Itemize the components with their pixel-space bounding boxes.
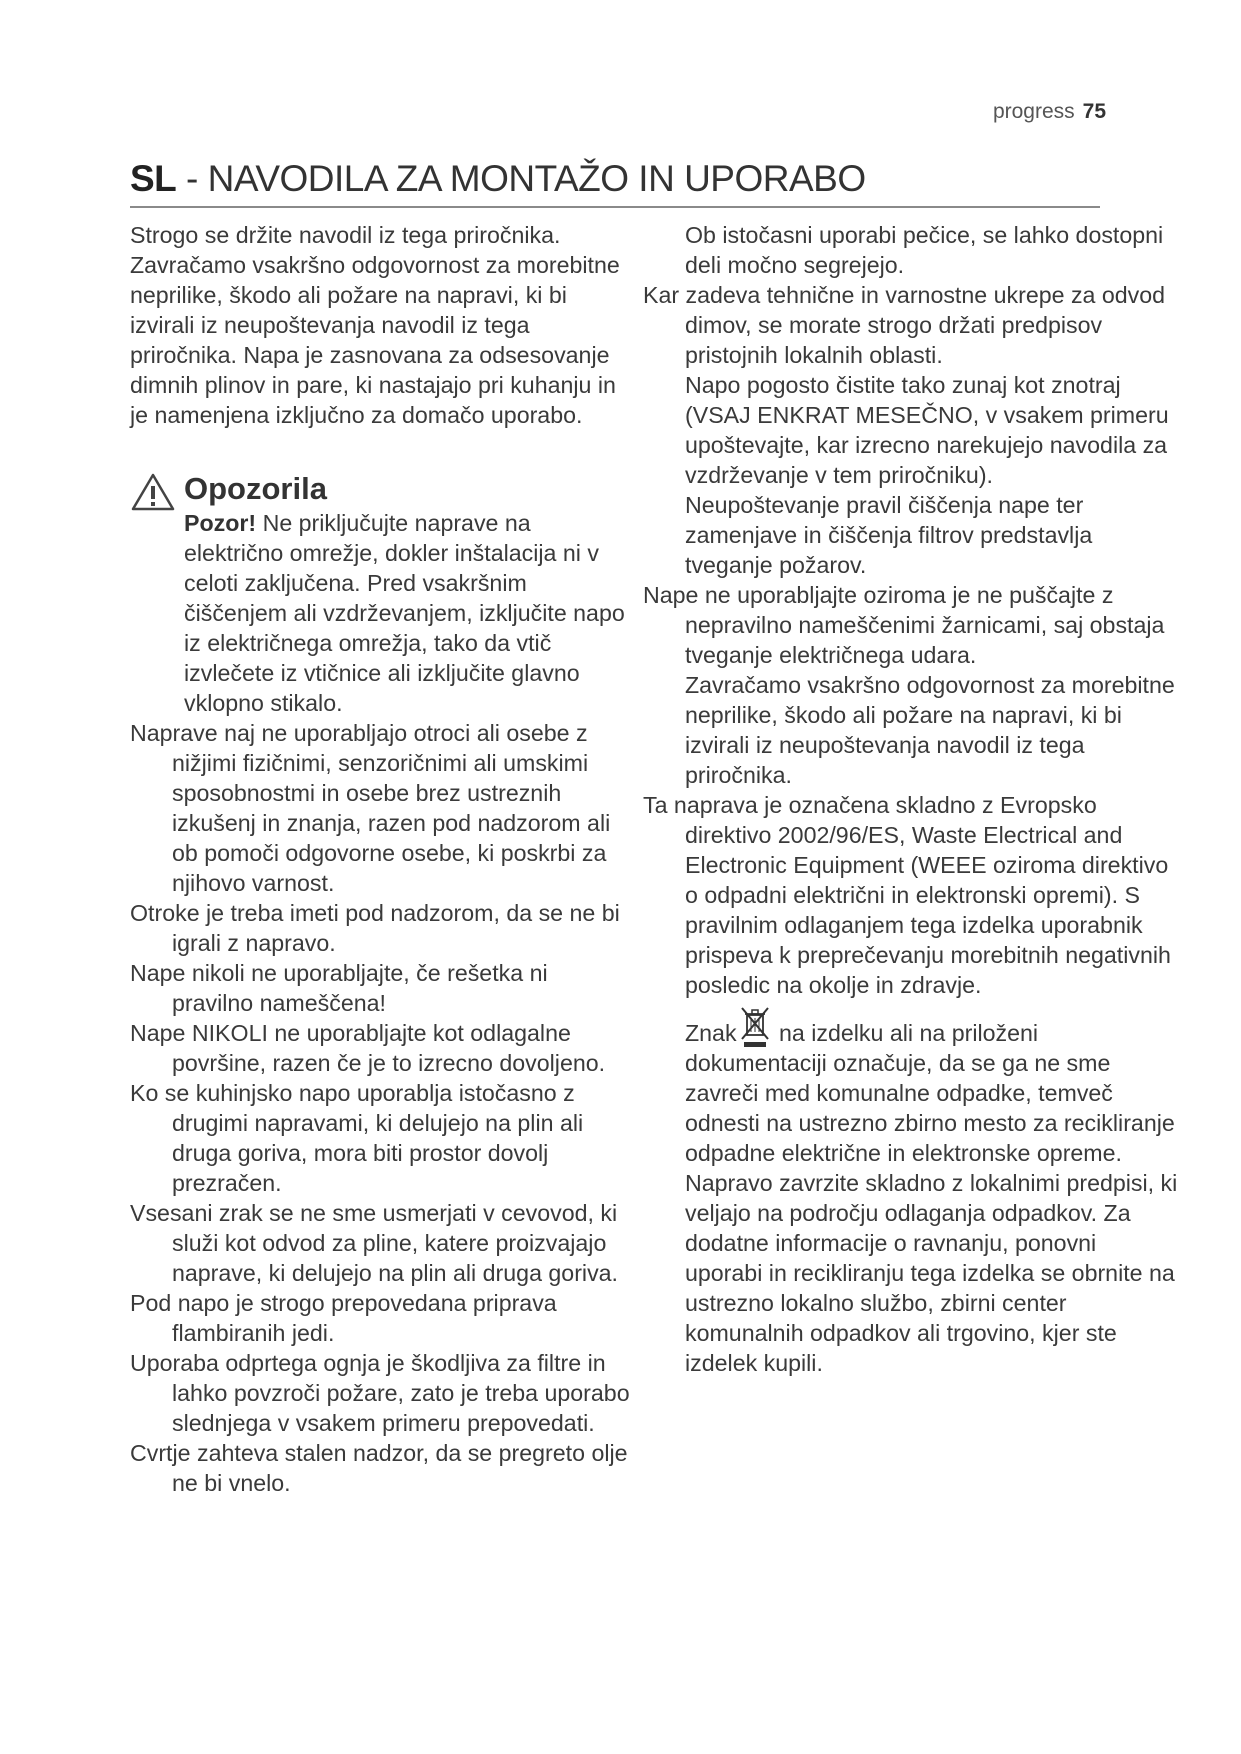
warning-item: Naprave naj ne uporabljajo otroci ali osebe z nižjimi fizičnimi, senzoričnimi ali umskimi sposobnostmi in osebe brez ustreznih izkušenj in znanja, razen pod nadzorom ali ob pomoči odgovorne osebe, ki poskrbi za njihovo varnost. — [130, 720, 611, 896]
warning-item: Cvrtje zahteva stalen nadzor, da se pregreto olje ne bi vnelo. — [130, 1440, 628, 1496]
page-number: 75 — [1082, 100, 1106, 123]
paragraph-bulbs: Nape ne uporabljajte oziroma je ne puščajte z nepravilno nameščenimi žarnicami, saj obstaja tveganje električnega udara. — [643, 582, 1165, 668]
warning-item: Nape NIKOLI ne uporabljajte kot odlagalne površine, razen če je to izrecno dovoljeno. — [130, 1020, 606, 1076]
paragraph-fire-risk: Neupoštevanje pravil čiščenja nape ter zamenjave in čiščenja filtrov predstavlja tveganje požarov. — [685, 492, 1093, 578]
warnings-section — [130, 470, 635, 718]
right-column — [643, 220, 1178, 1378]
paragraph-symbol — [643, 1006, 1178, 1168]
left-column — [130, 220, 635, 1498]
title-text: - NAVODILA ZA MONTAŽO IN UPORABO — [176, 158, 866, 199]
intro-paragraph: Strogo se držite navodil iz tega priročnika. Zavračamo vsakršno odgovornost za morebitne neprilike, škodo ali požare na napravi, ki bi izvirali iz neupoštevanja navodil iz tega priročnika. Napa je zasnovana za odsesovanje dimnih plinov in pare, ki nastajajo pri kuhanju in je namenjena izključno za domačo uporabo. — [130, 222, 620, 428]
warning-item: Uporaba odprtega ognja je škodljiva za filtre in lahko povzroči požare, zato je treba uporabo slednjega v vsakem primeru prepovedati. — [130, 1350, 630, 1436]
page-header — [993, 100, 1106, 124]
paragraph-liability: Zavračamo vsakršno odgovornost za morebitne neprilike, škodo ali požare na napravi, ki bi izvirali iz neupoštevanja navodil iz tega priročnika. — [685, 672, 1175, 788]
pozor-label: Pozor! — [184, 510, 257, 536]
warning-item: Pod napo je strogo prepovedana priprava flambiranih jedi. — [130, 1290, 557, 1346]
paragraph-cleaning: Napo pogosto čistite tako zunaj kot znotraj (VSAJ ENKRAT MESEČNO, v vsakem primeru upoštevajte, kar izrecno narekujejo navodila za vzdrževanje v tem priročniku). — [685, 372, 1169, 488]
warning-first — [184, 508, 635, 718]
page-title — [130, 158, 1100, 208]
brand-name: progress — [992, 100, 1075, 123]
warning-item: Nape nikoli ne uporabljajte, če rešetka ni pravilno nameščena! — [130, 960, 548, 1016]
paragraph-weee: Ta naprava je označena skladno z Evropsko direktivo 2002/96/ES, Waste Electrical and Electronic Equipment (WEEE oziroma direktivo o odpadni električni in elektronski opremi). S pravilnim odlaganjem tega izdelka uporabnik prispeva k preprečevanju morebitnih negativnih posledic na okolje in zdravje. — [643, 792, 1171, 998]
warning-item: Vsesani zrak se ne sme usmerjati v cevovod, ki služi kot odvod za pline, katere proizvajajo naprave, ki delujejo na plin ali druga goriva. — [130, 1200, 618, 1286]
symbol-text-pre: Znak — [685, 1020, 737, 1046]
paragraph-oven: Ob istočasni uporabi pečice, se lahko dostopni deli močno segrejejo. — [685, 222, 1164, 278]
warning-first-text: Ne priključujte naprave na električno omrežje, dokler inštalacija ni v celoti zaključena. Pred vsakršnim čiščenjem ali vzdrževanjem, izključite napo iz električnega omrežja, tako da vtič izvlečete iz vtičnice ali izključite glavno vklopno stikalo. — [184, 510, 625, 716]
warnings-heading: Opozorila — [184, 471, 327, 506]
paragraph-disposal: Napravo zavrzite skladno z lokalnimi predpisi, ki veljajo na področju odlaganja odpadkov. Za dodatne informacije o ravnanju, ponovni uporabi in recikliranju tega izdelka se obrnite na ustrezno lokalno službo, zbirni center komunalnih odpadkov ali trgovino, kjer ste izdelek kupili. — [685, 1170, 1178, 1376]
warning-item: Otroke je treba imeti pod nadzorom, da se ne bi igrali z napravo. — [130, 900, 620, 956]
paragraph-regulations: Kar zadeva tehnične in varnostne ukrepe za odvod dimov, se morate strogo držati predpisov pristojnih lokalnih oblasti. — [643, 282, 1166, 368]
warning-triangle-icon — [130, 472, 176, 512]
language-code: SL — [130, 158, 177, 199]
crossed-bin-icon — [739, 1006, 771, 1048]
symbol-text-post: na izdelku ali na priloženi dokumentaciji označuje, da se ga ne sme zavreči med komunalne odpadke, temveč odnesti na ustrezno zbirno mesto za recikliranje odpadne električne in elektronske opreme. — [685, 1020, 1175, 1166]
warning-item: Ko se kuhinjsko napo uporablja istočasno z drugimi napravami, ki delujejo na plin ali druga goriva, mora biti prostor dovolj prezračen. — [130, 1080, 584, 1196]
